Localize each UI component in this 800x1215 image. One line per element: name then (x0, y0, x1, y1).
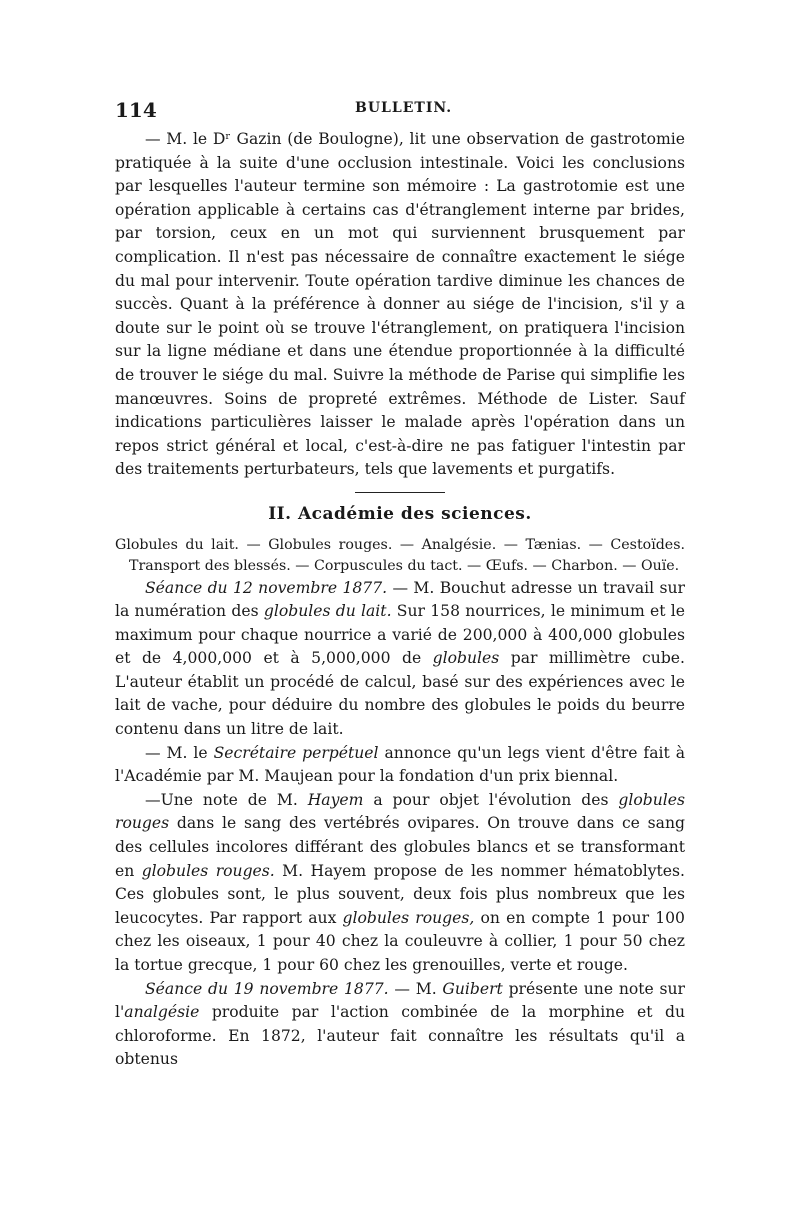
paragraph-guibert (115, 978, 685, 1072)
italic-fragment: Hayem (307, 790, 364, 809)
text-fragment: a pour objet l'évolution des (363, 790, 619, 809)
seance-date-19: Séance du 19 novembre 1877. (145, 979, 389, 998)
page-body (115, 128, 685, 1072)
section-summary-text: Globules du lait. — Globules rouges. — Analgésie. — Tænias. — Cestoïdes. Transport des blessés. — Corpuscules du tact. — Œufs. — Charbon. — Ouïe. (115, 536, 685, 574)
italic-fragment: globules (432, 649, 500, 668)
text-fragment: annonce qu'un legs vient d'être fait à l'Académie par M. Maujean pour la fondation d'un prix biennal. (115, 743, 685, 786)
paragraph-bouchut (115, 577, 685, 742)
text-fragment: présente une note sur l' (115, 979, 685, 1022)
section-title: II. Académie des sciences. (268, 503, 532, 524)
italic-fragment: globules rouges, (342, 908, 475, 927)
text-fragment: M. Hayem propose de les nommer hématoblytes. Ces globules sont, le plus souvent, deux fois plus nombreux que les leucocytes. Par rapport aux (115, 861, 685, 927)
italic-fragment: globules rouges (115, 790, 685, 833)
italic-fragment: Secrétaire perpétuel (213, 743, 379, 762)
text-fragment: produite par l'action combinée de la morphine et du chloroforme. En 1872, l'auteur fait connaître les résultats qu'il a obtenus (115, 1003, 685, 1069)
paragraph-hayem (115, 789, 685, 978)
italic-fragment: Guibert (442, 979, 503, 998)
page-header (115, 98, 685, 122)
page-number: 114 (115, 98, 157, 122)
italic-fragment: analgésie (124, 1003, 200, 1022)
text-fragment: par millimètre cube. L'auteur établit un procédé de calcul, basé sur des expériences avec le lait de vache, pour déduire du nombre des globules le poids du beurre contenu dans un litre de lait. (115, 649, 685, 739)
paragraph-gastrotomie: — M. le Dʳ Gazin (de Boulogne), lit une observation de gastrotomie pratiquée à la suite d'une occlusion intestinale. Voici les conclusions par lesquelles l'auteur termine son mémoire : La gastrotomie est une opération applicable à certains cas d'étranglement interne par brides, par torsion, ceux en un mot qui surviennent brusquement par complication. Il n'est pas nécessaire de connaître exactement le siége du mal pour intervenir. Toute opération tardive diminue les chances de succès. Quant à la préférence à donner au siége de l'incision, s'il y a doute sur le point où se trouve l'étranglement, on pratiquera l'incision sur la ligne médiane et dans une étendue proportionnée à la difficulté de trouver le siége du mal. Suivre la méthode de Parise qui simplifie les manœuvres. Soins de propreté extrêmes. Méthode de Lister. Sauf indications particulières laisser le malade après l'opération dans un repos strict général et local, c'est-à-dire ne pas fatiguer l'intestin par des traitements perturbateurs, tels que lavements et purgatifs. (115, 130, 685, 479)
text-fragment: —Une note de M. (145, 790, 308, 809)
text-fragment: on en compte 1 pour 100 chez les oiseaux, 1 pour 40 chez la couleuvre à collier, 1 pour 50 chez la tortue grecque, 1 pour 60 chez les grenouilles, verte et rouge. (115, 908, 685, 974)
text-fragment: dans le sang des vertébrés ovipares. On trouve dans ce sang des cellules incolores différant des globules blancs et se transformant en (115, 814, 685, 880)
paragraph-secretaire (115, 742, 685, 789)
seance-date-12: Séance du 12 novembre 1877. (145, 578, 388, 597)
running-head: BULLETIN. (355, 100, 453, 116)
text-fragment: Sur 158 nourrices, le minimum et le maximum pour chaque nourrice a varié de 200,000 à 400,000 globules et de 4,000,000 et à 5,000,000 de (115, 602, 686, 668)
text-fragment: — M. (388, 979, 443, 998)
italic-fragment: globules rouges. (141, 861, 275, 880)
text-fragment: — M. Bouchut adresse un travail sur la numération des (115, 578, 685, 621)
text-fragment: — M. le (145, 743, 214, 762)
section-summary (115, 535, 685, 577)
italic-fragment: globules du lait. (263, 602, 392, 621)
section-divider (355, 492, 445, 493)
